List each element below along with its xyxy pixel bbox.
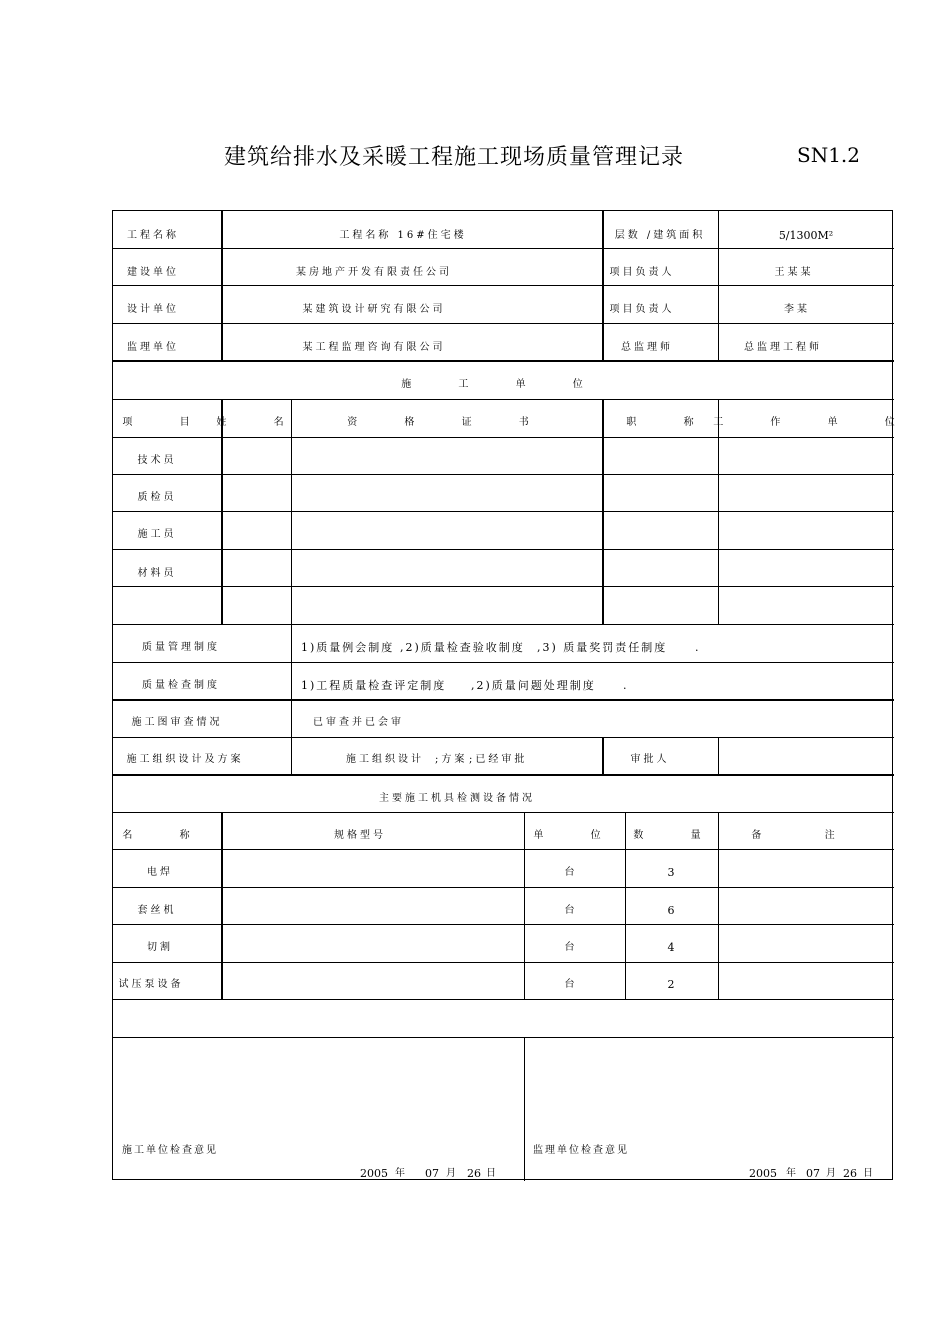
construction-plan-label: 施工组织设计及方案 — [126, 754, 244, 765]
eq-row-name: 切割 — [147, 942, 173, 953]
eq-remark-header: 备 注 — [751, 830, 865, 841]
chief-supervisor-label: 总监理师 — [621, 342, 673, 353]
row-inspector-label: 质检员 — [137, 492, 177, 503]
quality-inspection-item-2: ,2)质量问题处理制度 — [471, 679, 596, 692]
eq-row-qty: 3 — [667, 866, 675, 879]
floors-area-label: 层数 /建筑面积 — [614, 230, 706, 241]
designer-manager-value: 李某 — [784, 304, 810, 315]
quality-system-end: . — [695, 641, 699, 654]
contractor-opinion-label: 施工单位检查意见 — [122, 1145, 218, 1156]
eq-row-unit: 台 — [564, 905, 578, 916]
eq-row-qty: 4 — [667, 941, 675, 954]
eq-qty-header: 数 量 — [633, 830, 723, 841]
eq-model-header: 规格型号 — [334, 830, 386, 841]
contractor-section-title: 施 工 单 位 — [401, 379, 605, 390]
equipment-section-title: 主要施工机具检测设备情况 — [379, 793, 535, 804]
row-material-label: 材料员 — [137, 568, 177, 579]
owner-manager-value: 王某某 — [774, 267, 814, 278]
eq-row-name: 电焊 — [147, 867, 173, 878]
col-workplace-header: 工 作 单 位 — [713, 417, 917, 428]
drawing-review-label: 施工图审查情况 — [131, 717, 223, 728]
quality-system-label: 质量管理制度 — [142, 642, 220, 653]
owner-label: 建设单位 — [127, 267, 179, 278]
construction-plan-value-3: ;已经审批 — [469, 754, 528, 765]
col-certificate-header: 资 格 证 书 — [347, 417, 551, 428]
construction-plan-value: 施工组织设计 — [346, 754, 424, 765]
quality-management-form: 工程名称 工程名称 16#住宅楼 层数 /建筑面积 5/1300M² 建设单位 某房地产开发有限责任公司 项目负责人 王某某 设计单位 某建筑设计研究有限公司 项目负责人 李某 监理单位 某工程监理咨询有限公司 总监理师 总监理工程师 施 工 单 位 项 目 姓 名 资 格 证 书 职 称 工 作 单 位 技术员 质检员 施工员 材料员 质量管理制度 1)质量例会制度 ,2)质量检查验收制度 ,3) 质量奖罚责任制度 . 质量检查制度 1)工程质量检查评定制度 ,2)质量问题处理制度 . 施工图审查情况 已审查并已会审 施工组织设计及方案 施工组织设计 ;方案 ;已经审批 审批人 主要施工机具检测设备情况 名 称 规格型号 单 位 数 量 备 注 电焊 台 3 套丝机 台 6 切割 台 4 试压泵设备 台 2 施工单位检查意见 监理单位检查意见 2005 年 07 月 26 日 2005 年 07 月 26 日 — [112, 210, 893, 1180]
supervisor-label: 监理单位 — [127, 342, 179, 353]
construction-plan-value-2: ;方案 — [435, 754, 468, 765]
form-code: SN1.2 — [797, 143, 861, 167]
eq-row-name: 试压泵设备 — [118, 979, 184, 990]
quality-system-item-1: 1)质量例会制度 — [301, 641, 395, 654]
quality-inspection-item-1: 1)工程质量检查评定制度 — [301, 679, 447, 692]
designer-manager-label: 项目负责人 — [609, 304, 675, 315]
row-builder-label: 施工员 — [137, 529, 177, 540]
eq-row-unit: 台 — [564, 867, 578, 878]
eq-unit-header: 单 位 — [533, 830, 623, 841]
col-item-header: 项 目 — [122, 417, 212, 428]
quality-system-item-3: ,3) 质量奖罚责任制度 — [537, 641, 668, 654]
approver-label: 审批人 — [630, 754, 670, 765]
col-title-header: 职 称 — [626, 417, 716, 428]
designer-value: 某建筑设计研究有限公司 — [302, 304, 446, 315]
eq-row-unit: 台 — [564, 942, 578, 953]
quality-system-item-2: ,2)质量检查验收制度 — [400, 641, 525, 654]
project-name-value: 工程名称 16#住宅楼 — [339, 230, 467, 241]
eq-row-qty: 2 — [667, 978, 675, 991]
col-name-header: 姓 名 — [216, 417, 306, 428]
supervisor-value: 某工程监理咨询有限公司 — [302, 342, 446, 353]
designer-label: 设计单位 — [127, 304, 179, 315]
eq-row-qty: 6 — [667, 904, 675, 917]
eq-name-header: 名 称 — [122, 830, 212, 841]
owner-value: 某房地产开发有限责任公司 — [296, 267, 452, 278]
chief-supervisor-value: 总监理工程师 — [744, 342, 822, 353]
drawing-review-value: 已审查并已会审 — [313, 717, 404, 728]
row-technician-label: 技术员 — [137, 455, 177, 466]
project-name-label: 工程名称 — [127, 230, 179, 241]
owner-manager-label: 项目负责人 — [609, 267, 675, 278]
eq-row-name: 套丝机 — [137, 905, 177, 916]
floors-area-value: 5/1300M² — [778, 229, 834, 242]
supervisor-opinion-label: 监理单位检查意见 — [533, 1145, 629, 1156]
eq-row-unit: 台 — [564, 979, 578, 990]
quality-inspection-end: . — [623, 679, 627, 692]
form-title: 建筑给排水及采暖工程施工现场质量管理记录 — [224, 145, 685, 170]
quality-inspection-label: 质量检查制度 — [142, 680, 220, 691]
